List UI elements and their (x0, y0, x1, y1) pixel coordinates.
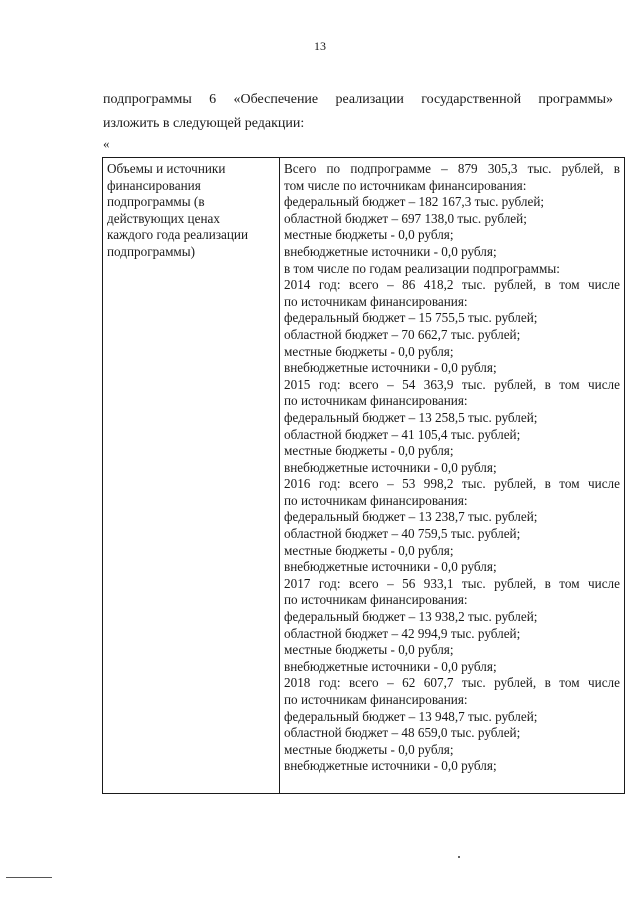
content-line: федеральный бюджет – 13 258,5 тыс. рублей; (284, 409, 538, 425)
intro-line-2: изложить в следующей редакции: (103, 116, 305, 131)
stray-dot (458, 856, 460, 858)
label-line: подпрограммы (в (107, 194, 205, 210)
content-line: том числе по источникам финансирования: (284, 177, 527, 193)
content-line: местные бюджеты - 0,0 рубля; (284, 443, 454, 459)
label-line: подпрограммы) (107, 243, 196, 259)
page-number: 13 (314, 39, 326, 53)
content-line: местные бюджеты - 0,0 рубля; (284, 343, 454, 359)
content-cell (280, 158, 625, 794)
content-line: областной бюджет – 41 105,4 тыс. рублей; (284, 426, 521, 442)
label-line: каждого года реализации (107, 227, 249, 243)
content-line: по источникам финансирования: (284, 492, 468, 508)
content-line: внебюджетные источники - 0,0 рубля; (284, 243, 497, 259)
content-line: по источникам финансирования: (284, 393, 468, 409)
content-line: 2017 год: всего – 56 933,1 тыс. рублей, в том числе (284, 575, 620, 591)
funding-table (102, 157, 625, 794)
content-line: федеральный бюджет – 182 167,3 тыс. рублей; (284, 194, 545, 210)
content-line: местные бюджеты - 0,0 рубля; (284, 741, 454, 757)
content-line: 2014 год: всего – 86 418,2 тыс. рублей, в том числе (284, 277, 620, 293)
label-line: Объемы и источники (107, 161, 226, 176)
label-line: финансирования (107, 177, 201, 193)
content-line: внебюджетные источники - 0,0 рубля; (284, 758, 497, 774)
content-line: федеральный бюджет – 13 238,7 тыс. рублей; (284, 509, 538, 525)
content-line: федеральный бюджет – 15 755,5 тыс. рублей; (284, 310, 538, 326)
funding-table-row (103, 158, 625, 794)
content-line: по источникам финансирования: (284, 592, 468, 608)
content-line: 2015 год: всего – 54 363,9 тыс. рублей, в том числе (284, 376, 620, 392)
content-line: федеральный бюджет – 13 938,2 тыс. рублей; (284, 609, 538, 625)
label-cell (103, 158, 280, 794)
intro-paragraph (103, 88, 613, 136)
scan-edge-mark (6, 877, 52, 878)
content-line: местные бюджеты - 0,0 рубля; (284, 542, 454, 558)
content-line: по источникам финансирования: (284, 293, 468, 309)
content-line: внебюджетные источники - 0,0 рубля; (284, 559, 497, 575)
content-line: областной бюджет – 40 759,5 тыс. рублей; (284, 526, 521, 542)
content-line: Всего по подпрограмме – 879 305,3 тыс. рублей, в (284, 161, 620, 176)
opening-quote-mark: « (103, 136, 110, 151)
content-line: федеральный бюджет – 13 948,7 тыс. рублей; (284, 708, 538, 724)
content-line: 2018 год: всего – 62 607,7 тыс. рублей, в том числе (284, 675, 620, 691)
content-line: в том числе по годам реализации подпрограммы: (284, 260, 560, 276)
content-line: по источникам финансирования: (284, 692, 468, 707)
content-line: областной бюджет – 70 662,7 тыс. рублей; (284, 326, 521, 342)
content-line: внебюджетные источники - 0,0 рубля; (284, 360, 497, 376)
intro-line-1: подпрограммы 6 «Обеспечение реализации государственной программы» (103, 92, 613, 107)
content-line: внебюджетные источники - 0,0 рубля; (284, 459, 497, 475)
content-line: областной бюджет – 42 994,9 тыс. рублей; (284, 625, 521, 641)
content-line: областной бюджет – 48 659,0 тыс. рублей; (284, 725, 521, 741)
content-line: областной бюджет – 697 138,0 тыс. рублей; (284, 210, 527, 226)
content-line: местные бюджеты - 0,0 рубля; (284, 227, 454, 243)
label-line: действующих ценах (107, 210, 220, 226)
content-line: местные бюджеты - 0,0 рубля; (284, 642, 454, 658)
content-line: 2016 год: всего – 53 998,2 тыс. рублей, в том числе (284, 476, 620, 492)
content-line: внебюджетные источники - 0,0 рубля; (284, 658, 497, 674)
